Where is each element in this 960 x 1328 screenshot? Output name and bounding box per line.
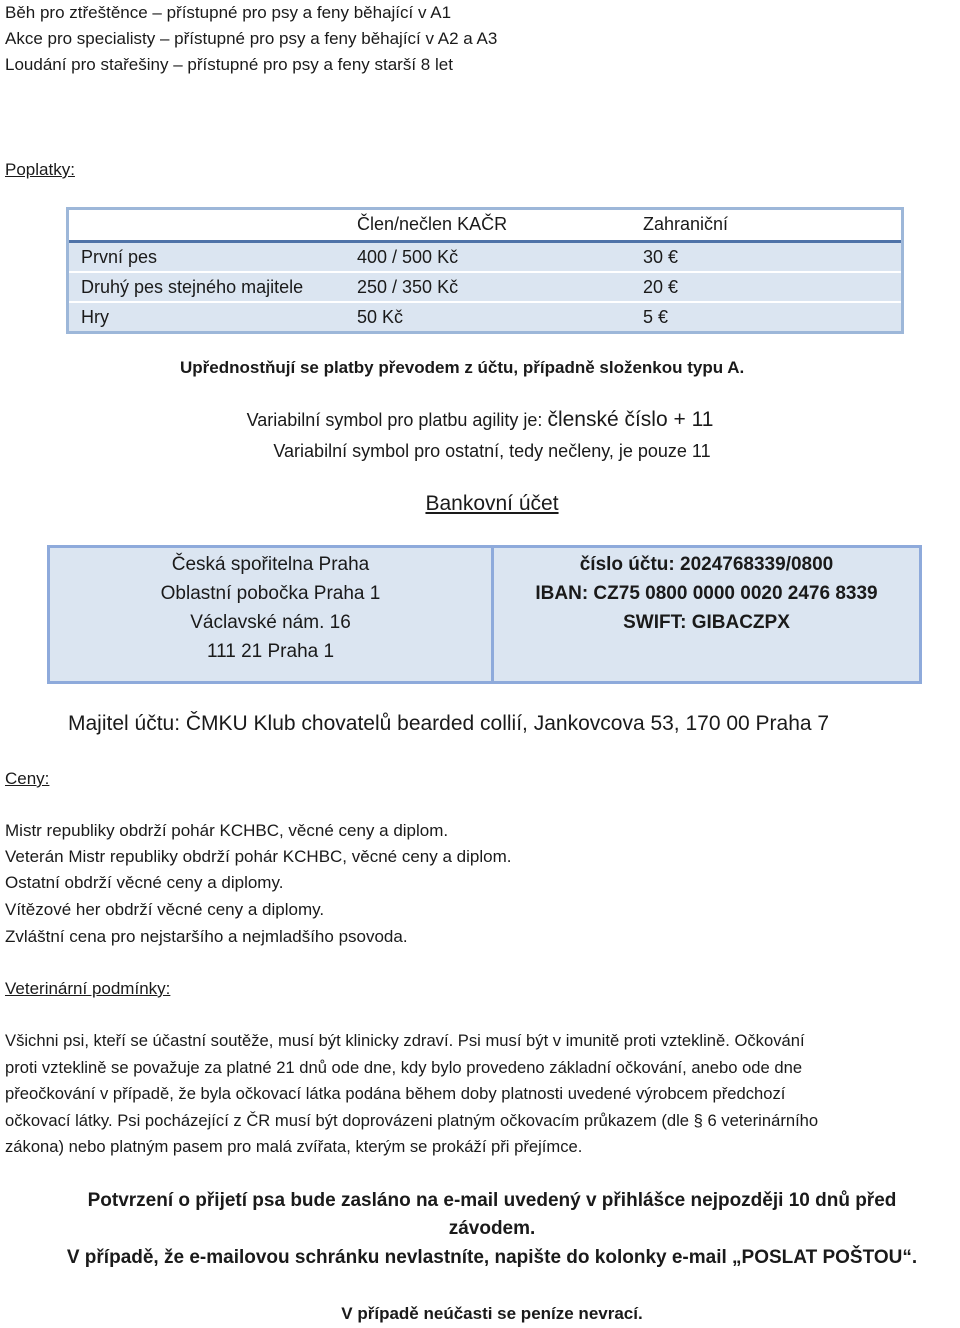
fees-header-row <box>69 210 901 243</box>
bank-account-box <box>47 545 922 684</box>
variable-symbol-other: Variabilní symbol pro ostatní, tedy nečleny, je pouze 11 <box>273 441 711 461</box>
variable-symbol-agility <box>0 407 960 433</box>
category-line-2: Akce pro specialisty – přístupné pro psy a feny běhající v A2 a A3 <box>5 29 498 48</box>
vet-line: očkovací látky. Psi pocházející z ČR musí být doprovázeni platným očkovacím průkazem (dle § 6 veterinárního <box>5 1111 819 1130</box>
table-cell: 50 Kč <box>357 307 404 327</box>
prize-line: Ostatní obdrží věcné ceny a diplomy. <box>5 873 284 892</box>
prize-line: Mistr republiky obdrží pohár KCHBC, věcné ceny a diplom. <box>5 821 449 840</box>
table-cell: 250 / 350 Kč <box>357 277 459 297</box>
email-notice: V případě, že e-mailovou schránku nevlastníte, napište do kolonky e-mail „POSLAT POŠTOU“. <box>66 1247 918 1268</box>
category-line-3: Loudání pro stařešiny – přístupné pro psy a feny starší 8 let <box>5 55 453 74</box>
bank-details <box>494 548 919 681</box>
prize-line: Vítězové her obdrží věcné ceny a diplomy. <box>5 900 325 919</box>
table-cell: Druhý pes stejného majitele <box>81 277 304 297</box>
table-cell: První pes <box>81 247 158 267</box>
category-line-1: Běh pro ztřeštěnce – přístupné pro psy a feny běhající v A1 <box>5 3 452 22</box>
bank-address <box>50 548 494 681</box>
prizes-heading: Ceny: <box>5 769 50 788</box>
account-owner: Majitel účtu: ČMKU Klub chovatelů bearded collií, Jankovcova 53, 170 00 Praha 7 <box>68 712 830 735</box>
confirmation-notice-cont: závodem. <box>448 1218 536 1239</box>
vet-line: Všichni psi, kteří se účastní soutěže, musí být klinicky zdraví. Psi musí být v imunitě proti vzteklině. Očkování <box>5 1031 805 1050</box>
fees-row-games <box>69 303 901 331</box>
refund-notice: V případě neúčasti se peníze nevrací. <box>341 1304 643 1323</box>
bank-address-line: Václavské nám. 16 <box>190 612 351 633</box>
swift: SWIFT: GIBACZPX <box>623 612 790 633</box>
fees-table <box>66 207 904 334</box>
fees-row-first-dog <box>69 243 901 273</box>
confirmation-notice: Potvrzení o přijetí psa bude zasláno na e-mail uvedený v přihlášce nejpozději 10 dnů před <box>87 1190 897 1211</box>
iban: IBAN: CZ75 0800 0000 0020 2476 8339 <box>535 583 878 604</box>
fees-row-second-dog <box>69 273 901 303</box>
account-number: číslo účtu: 2024768339/0800 <box>579 554 834 575</box>
vs-agility-prefix: Variabilní symbol pro platbu agility je: <box>246 410 548 430</box>
vet-line: zákona) nebo platným pasem pro malá zvířata, kterým se prokáží při přejímce. <box>5 1137 583 1156</box>
table-cell: Hry <box>81 307 109 327</box>
fees-heading: Poplatky: <box>5 160 75 179</box>
table-cell: 30 € <box>643 247 679 267</box>
prize-line: Veterán Mistr republiky obdrží pohár KCHBC, věcné ceny a diplom. <box>5 847 512 866</box>
fees-header-foreign: Zahraniční <box>643 214 729 234</box>
prize-line: Zvláštní cena pro nejstaršího a nejmladšího psovoda. <box>5 927 408 946</box>
vs-agility-value: členské číslo + 11 <box>547 408 714 431</box>
vet-line: proti vzteklině se považuje za platné 21 dnů ode dne, kdy bylo provedeno základní očkování, anebo ode dne <box>5 1058 803 1077</box>
table-cell: 400 / 500 Kč <box>357 247 459 267</box>
payment-note: Upřednostňují se platby převodem z účtu, případně složenkou typu A. <box>180 358 745 377</box>
bank-address-line: 111 21 Praha 1 <box>206 641 335 662</box>
bank-address-line: Oblastní pobočka Praha 1 <box>160 583 381 604</box>
table-cell: 20 € <box>643 277 679 297</box>
vet-line: přeočkování v případě, že byla očkovací látka podána během doby platnosti uvedené výrobcem předchozí <box>5 1084 786 1103</box>
bank-heading: Bankovní účet <box>425 492 559 515</box>
bank-address-line: Česká spořitelna Praha <box>171 554 370 575</box>
fees-header-member: Člen/nečlen KAČR <box>357 214 508 234</box>
vet-heading: Veterinární podmínky: <box>5 979 171 998</box>
table-cell: 5 € <box>643 307 669 327</box>
